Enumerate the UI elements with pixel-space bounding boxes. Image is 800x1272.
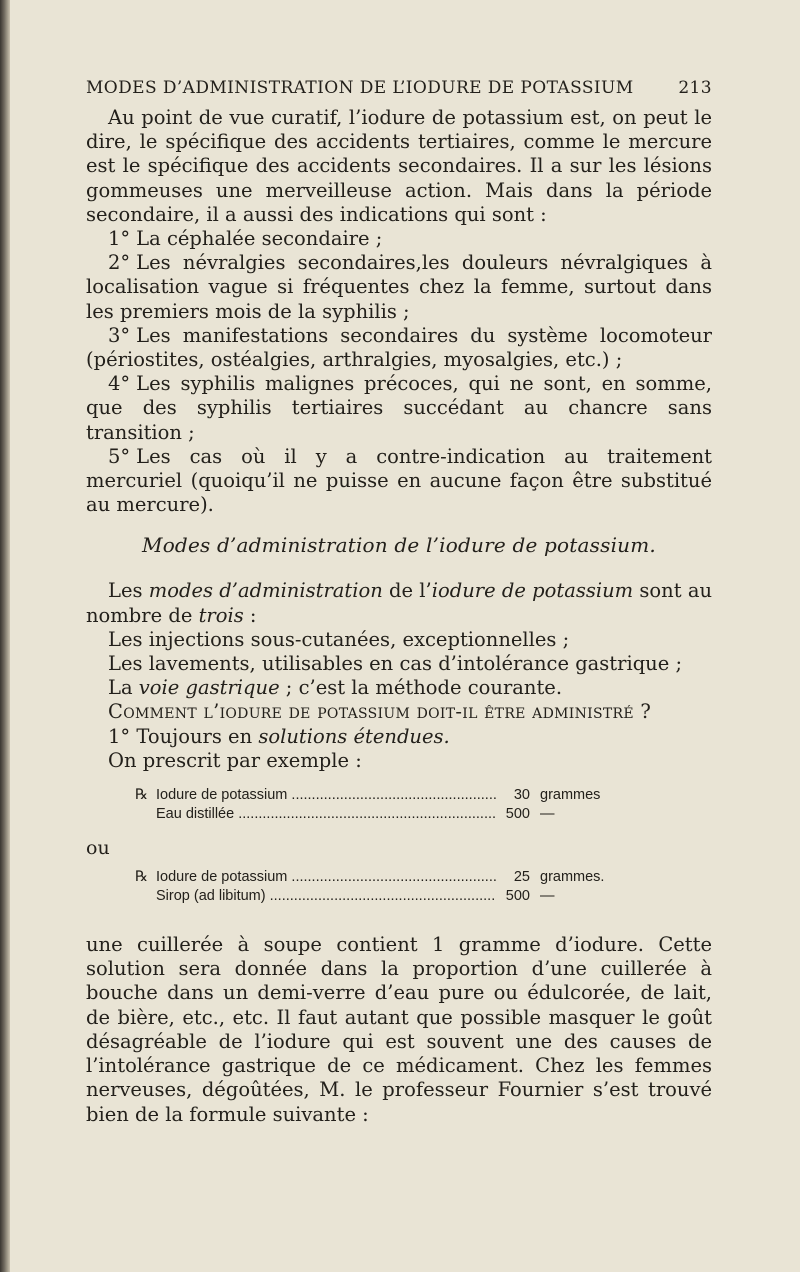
- rx-quantity: 25: [513, 869, 530, 886]
- rx-symbol: ℞: [135, 869, 148, 886]
- mode-item: Les lavements, utilisables en cas d’intolérance gastrique ;: [108, 652, 683, 676]
- rx-quantity: 30: [513, 787, 530, 804]
- indications-list: [86, 227, 712, 517]
- indication-item: 1° La céphalée secondaire ;: [108, 227, 383, 251]
- indication-item: 2° Les névralgies secondaires,les douleurs névralgiques à localisation vague si fréquentes chez la femme, surtout dans les premiers mois de la syphilis ;: [86, 251, 712, 323]
- rx-quantity: 500: [505, 806, 530, 823]
- prescription-1: [86, 787, 712, 825]
- indication-item: 5° Les cas où il y a contre-indication au traitement mercuriel (quoiqu’il ne puisse en aucune façon être substitué au mercure).: [86, 444, 712, 517]
- rx-quantity: 500: [505, 888, 530, 905]
- rx-unit: grammes.: [540, 869, 605, 886]
- indication-item: 4° Les syphilis malignes précoces, qui ne sont, en somme, que des syphilis tertiaires succédant au chancre sans transition ;: [86, 372, 712, 444]
- prescription-row: [86, 806, 712, 825]
- prescription-row: [86, 787, 712, 806]
- prescription-row: [86, 888, 712, 907]
- running-header: [86, 78, 712, 106]
- rx-unit: —: [540, 806, 555, 823]
- rx-ingredient: Sirop (ad libitum) .....: [156, 888, 496, 904]
- rx-symbol: ℞: [135, 787, 148, 804]
- or-word: ou: [86, 837, 110, 860]
- mode-item: Les injections sous-cutanées, exceptionnelles ;: [108, 627, 570, 651]
- closing-paragraph: une cuillerée à soupe contient 1 gramme d’iodure. Cette solution sera donnée dans la proportion d’une cuillerée à bouche dans un demi-verre d’eau pure ou édulcorée, de lait, de bière, etc., etc. Il faut autant que possible masquer le goût désagréable de l’iodure qui est souvent une des causes de l’intolérance gastrique de ce médicament. Chez les femmes nerveuses, dégoûtées, M. le professeur Fournier s’est trouvé bien de la formule suivante :: [86, 933, 712, 1126]
- rx-ingredient: Iodure de potassium .....: [156, 787, 496, 803]
- rx-unit: grammes: [540, 787, 601, 804]
- running-title: MODES D’ADMINISTRATION DE L’IODURE DE POTASSIUM: [86, 78, 634, 98]
- rx-ingredient: Iodure de potassium .....: [156, 869, 496, 885]
- intro-paragraph: Au point de vue curatif, l’iodure de potassium est, on peut le dire, le spécifique des accidents tertiaires, comme le mercure est le spécifique des accidents secondaires. Il a sur les lésions gommeuses une merveilleuse action. Mais dans la période secondaire, il a aussi des indications qui sont :: [86, 106, 712, 226]
- book-binding-edge: [0, 0, 10, 1272]
- prescription-2: [86, 869, 712, 907]
- page-number: 213: [678, 78, 712, 98]
- rule-line: 1° Toujours en solutions étendues.: [108, 724, 450, 748]
- rx-unit: —: [540, 888, 555, 905]
- modes-lead-paragraph: Les modes d’administration de l’iodure de potassium sont au nombre de trois :: [86, 579, 712, 627]
- indication-item: 3° Les manifestations secondaires du système locomoteur (périostites, ostéalgies, arthralgies, myosalgies, etc.) ;: [86, 323, 712, 372]
- prescription-row: [86, 869, 712, 888]
- rx-ingredient: Eau distillée .....: [156, 806, 496, 822]
- question-heading: Comment l’iodure de potassium doit-il être administré ?: [108, 700, 652, 724]
- book-page: [86, 78, 712, 1127]
- example-line: On prescrit par exemple :: [108, 748, 362, 772]
- mode-item: La voie gastrique ; c’est la méthode courante.: [108, 676, 563, 700]
- section-title: Modes d’administration de l’iodure de potassium.: [142, 533, 656, 558]
